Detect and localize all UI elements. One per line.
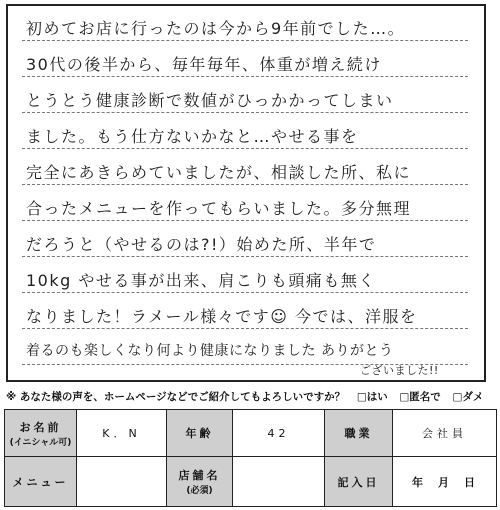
store-sub-label: (必須) xyxy=(186,486,213,497)
message-line: 合ったメニューを作ってもらいました。多分無理 xyxy=(26,199,412,218)
job-label: 職業 xyxy=(325,410,393,457)
message-closing: ございました!! xyxy=(360,364,439,377)
date-field[interactable]: 年 月 日 xyxy=(393,457,497,507)
store-field[interactable] xyxy=(233,457,325,507)
message-line: だろうと（やせるのは?!）始めた所、半年で xyxy=(26,235,377,254)
consent-question-text: ※ あなた様の声を、ホームページなどでご紹介してもよろしいですか？ xyxy=(6,391,346,403)
job-field[interactable]: 会社員 xyxy=(393,410,497,457)
date-label: 記入日 xyxy=(325,457,393,507)
ruled-line xyxy=(22,292,468,293)
name-sub-label: (イニシャル可) xyxy=(9,437,72,448)
customer-info-form xyxy=(4,409,497,507)
message-line: 完全にあきらめていましたが、相談した所、私に xyxy=(26,163,412,182)
consent-question xyxy=(6,389,494,404)
store-label: 店舗名 (必須) xyxy=(167,457,233,507)
ruled-line xyxy=(22,256,468,257)
message-line: とうとう健康診断で数値がひっかかってしまい xyxy=(26,91,394,110)
name-field[interactable]: K．N xyxy=(77,410,167,457)
ruled-line xyxy=(22,112,468,113)
consent-option-no[interactable]: □ダメ xyxy=(452,391,484,403)
ruled-line xyxy=(22,184,468,185)
message-line: 着るのも楽しくなり何より健康になりました ありがとう xyxy=(26,343,394,359)
ruled-line xyxy=(22,76,468,77)
consent-option-anonymous[interactable]: □匿名で xyxy=(399,391,441,403)
ruled-line xyxy=(22,328,468,329)
ruled-line xyxy=(22,220,468,221)
menu-field[interactable] xyxy=(77,457,167,507)
ruled-line xyxy=(22,148,468,149)
menu-label: メニュー xyxy=(5,457,77,507)
age-label: 年齢 xyxy=(167,410,233,457)
age-field[interactable]: 42 xyxy=(233,410,325,457)
message-line: なりました！ラメール様々です☺ 今では、洋服を xyxy=(26,307,418,326)
message-line: ました。もう仕方ないかなと…やせる事を xyxy=(26,127,359,146)
consent-option-yes[interactable]: □はい xyxy=(356,391,388,403)
message-line: 10kg やせる事が出来、肩こりも頭痛も無く xyxy=(26,271,376,290)
name-label: お名前 (イニシャル可) xyxy=(5,410,77,457)
message-line: 30代の後半から、毎年毎年、体重が増え続け xyxy=(26,55,382,74)
message-line: 初めてお店に行ったのは今から9年前でした…。 xyxy=(26,19,406,38)
ruled-line xyxy=(22,40,468,41)
